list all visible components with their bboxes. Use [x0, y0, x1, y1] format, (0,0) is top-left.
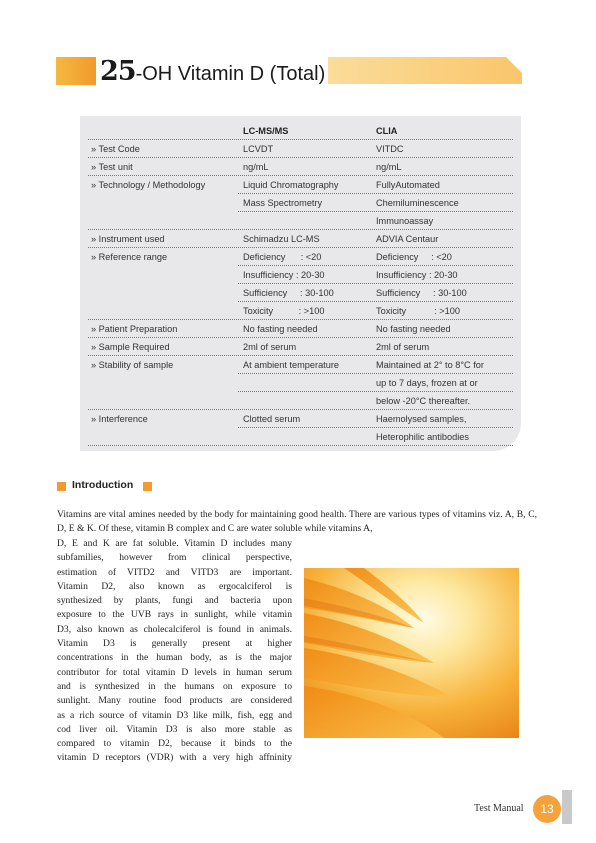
- intro-bullet-left: [57, 482, 66, 491]
- column-line: vitamin D receptors (VDR) with a very high affninity: [57, 752, 292, 764]
- clia-value: Haemolysed samples,: [376, 414, 467, 424]
- table-row: [88, 374, 513, 392]
- clia-value: up to 7 days, frozen at or: [376, 378, 478, 388]
- intro-paragraph-column: [57, 537, 292, 766]
- clia-value: Toxicity : >100: [376, 306, 460, 316]
- column-line: and is synthesized in the humans on exposure to: [57, 680, 292, 692]
- column-line: Vitamin D3 is generally present at higher: [57, 638, 292, 650]
- footer-label: Test Manual: [474, 803, 524, 814]
- lcms-value: No fasting needed: [243, 324, 318, 334]
- clia-value: Insufficiency : 20-30: [376, 270, 458, 280]
- column-line: exposure to the UVB rays in sunlight, while vitamin: [57, 609, 292, 621]
- clia-value: Chemiluminescence: [376, 198, 459, 208]
- table-row: [88, 212, 513, 230]
- header-fold-corner: [506, 57, 522, 73]
- row-label: » Patient Preparation: [91, 324, 178, 334]
- column-line: concentrations in the human body, as is the major: [57, 652, 292, 664]
- row-label: » Reference range: [91, 252, 168, 262]
- clia-value: 2ml of serum: [376, 342, 430, 352]
- table-row: [88, 248, 513, 266]
- lcms-value: Schimadzu LC-MS: [243, 234, 320, 244]
- title-text: -OH Vitamin D (Total): [135, 63, 326, 85]
- page-number-bar: [562, 790, 572, 824]
- lcms-value: Sufficiency : 30-100: [243, 288, 334, 298]
- table-row: [88, 356, 513, 374]
- column-line: Vitamin D2, also known as ergocalciferol is: [57, 580, 292, 592]
- column-line: as a rich source of vitamin D3 like milk, fish, egg and: [57, 709, 292, 721]
- clia-value: ADVIA Centaur: [376, 234, 439, 244]
- lcms-value: Deficiency : <20: [243, 252, 322, 262]
- sunflower-image: [304, 568, 519, 738]
- header-accent-left: [56, 57, 96, 85]
- lcms-value: LCVDT: [243, 144, 274, 154]
- row-label: » Stability of sample: [91, 360, 174, 370]
- lcms-value: Insufficiency : 20-30: [243, 270, 325, 280]
- table-row: [88, 194, 513, 212]
- lcms-value: At ambient temperature: [243, 360, 340, 370]
- clia-value: ng/mL: [376, 162, 402, 172]
- clia-value: Immunoassay: [376, 216, 434, 226]
- table-row: [88, 284, 513, 302]
- lcms-value: Clotted serum: [243, 414, 301, 424]
- table-row: [88, 302, 513, 320]
- lcms-value: Toxicity : >100: [243, 306, 325, 316]
- column-line: synthesized by plants, fungi and bacteria upon: [57, 595, 292, 607]
- page-title: [100, 56, 325, 87]
- column-line: D, E and K are fat soluble. Vitamin D includes many: [57, 538, 292, 549]
- column-line: sunlight. Many routine food products are considered: [57, 695, 292, 707]
- intro-paragraph-full: Vitamins are vital amines needed by the body for maintaining good health. There are various types of vitamins viz. A, B, C, D, E & K. Of these, vitamin B complex and C are water soluble while vitamins A,: [57, 509, 537, 535]
- row-label: » Sample Required: [91, 342, 170, 352]
- row-label: » Test Code: [91, 144, 140, 154]
- row-label: » Test unit: [91, 162, 133, 172]
- column-line: estimation of VITD2 and VITD3 are important.: [57, 566, 292, 578]
- table-row: [88, 158, 513, 176]
- table-row: [88, 140, 513, 158]
- lcms-value: Mass Spectrometry: [243, 198, 323, 208]
- col-header-clia: CLIA: [376, 126, 398, 136]
- row-label: » Interference: [91, 414, 148, 424]
- lcms-value: Liquid Chromatography: [243, 180, 339, 190]
- title-number: 25: [100, 56, 136, 87]
- clia-value: FullyAutomated: [376, 180, 440, 190]
- table-row: [88, 230, 513, 248]
- intro-heading: Introduction: [72, 479, 134, 491]
- intro-bullet-right: [143, 482, 152, 491]
- row-label: » Technology / Methodology: [91, 180, 206, 190]
- table-row: [88, 410, 513, 428]
- table-row: [88, 392, 513, 410]
- clia-value: VITDC: [376, 144, 404, 154]
- column-line: compared to vitamin D2, because it binds to the: [57, 738, 292, 750]
- column-line: contributor for total vitamin D levels in human serum: [57, 666, 292, 678]
- page-number: 13: [533, 795, 561, 823]
- header-accent-right: [328, 57, 522, 84]
- col-header-lcms: LC-MS/MS: [243, 126, 289, 136]
- clia-value: Heterophilic antibodies: [376, 432, 469, 442]
- lcms-value: ng/mL: [243, 162, 269, 172]
- clia-value: Maintained at 2° to 8°C for: [376, 360, 484, 370]
- table-row: [88, 176, 513, 194]
- column-line: D3, also known as cholecalciferol is found in animals.: [57, 623, 292, 635]
- clia-value: Sufficiency : 30-100: [376, 288, 467, 298]
- lcms-value: 2ml of serum: [243, 342, 297, 352]
- table-row: [88, 338, 513, 356]
- table-row: [88, 320, 513, 338]
- clia-value: below -20°C thereafter.: [376, 396, 471, 406]
- table-header-row: [88, 122, 513, 140]
- row-label: » Instrument used: [91, 234, 165, 244]
- table-row: [88, 266, 513, 284]
- column-line: cod liver oil. Vitamin D3 is also more stable as: [57, 723, 292, 735]
- table-row: [88, 428, 513, 446]
- clia-value: Deficiency : <20: [376, 252, 452, 262]
- clia-value: No fasting needed: [376, 324, 451, 334]
- column-line: subfamilies, however from clinical perspective,: [57, 552, 292, 564]
